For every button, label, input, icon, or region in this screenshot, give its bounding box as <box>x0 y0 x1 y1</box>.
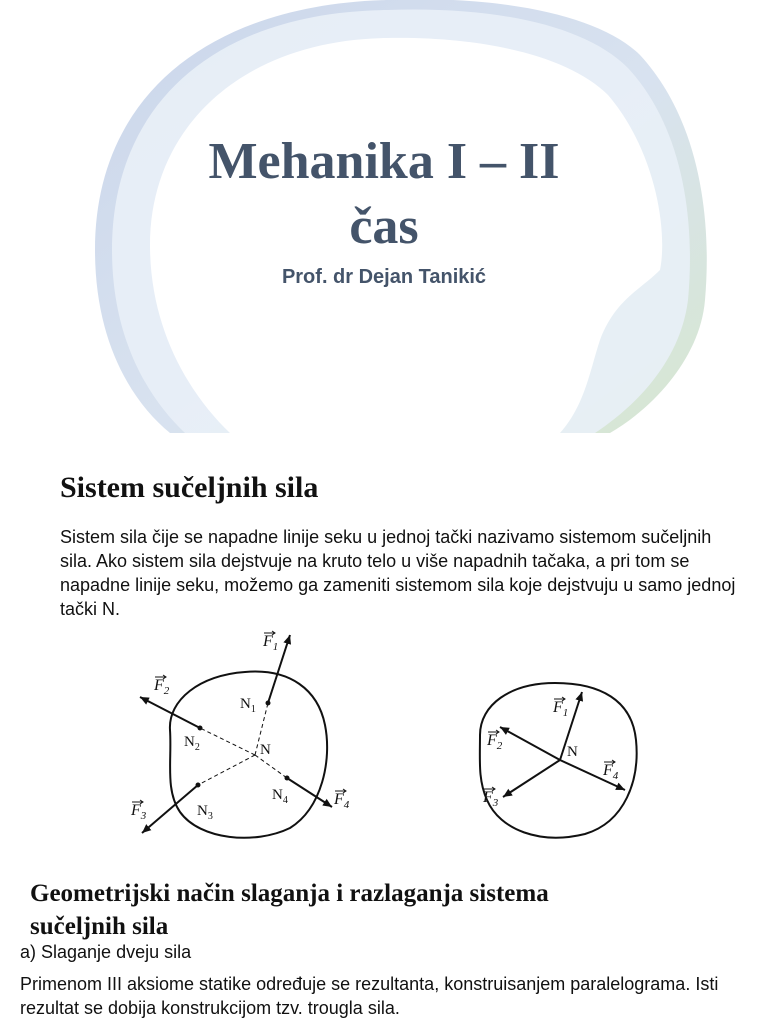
section3-subheading: a) Slaganje dveju sila <box>20 942 192 962</box>
section-paragraph: Sistem sila čije se napadne linije seku u jednoj tački nazivamo sistemom sučeljnih sila. Ako sistem sila dejstvuje na kruto telo u više napadnih tačaka, a pri tom se napadne linije seku, možemo ga zameniti sistemom sila koje dejstvuju u samo jednoj tački N. <box>60 527 736 619</box>
figure-multiple-points <box>120 625 370 845</box>
section3-paragraph: Primenom III aksiome statike određuje se rezultanta, konstruisanjem paralelograma. Isti rezultat se dobija konstrukcijom tzv. trougla sila. <box>20 974 719 1018</box>
point-n2 <box>198 726 203 731</box>
point-n1 <box>266 701 271 706</box>
force-arrow-3 <box>142 785 198 833</box>
section-heading: Sistem sučeljnih sila <box>60 471 319 504</box>
force-label-3: $F_3$ <box>131 802 147 822</box>
section3-heading-line2: sučeljnih sila <box>30 913 169 940</box>
point-n3 <box>196 783 201 788</box>
center-label-right-n: N <box>567 744 578 760</box>
force-label-right-4: $F_4$ <box>603 762 619 782</box>
force-arrow-right-3 <box>503 760 560 797</box>
slide-title-line2: čas <box>349 198 419 255</box>
slide-subtitle: Prof. dr Dejan Tanikić <box>281 266 487 288</box>
dashed-line-3 <box>198 755 255 785</box>
center-label-n: N <box>260 742 271 758</box>
title-slide <box>0 0 768 433</box>
point-label-n4: $N_4$ <box>272 787 288 806</box>
point-label-n1: $N_1$ <box>240 696 256 715</box>
force-label-right-3: $F_3$ <box>483 789 499 809</box>
figure-single-point <box>465 675 650 845</box>
dashed-line-2 <box>200 728 255 755</box>
force-label-right-1: $F_1$ <box>553 699 569 719</box>
slide-title-line1: Mehanika I – II <box>208 133 560 190</box>
force-arrow-right-2 <box>500 727 560 760</box>
dashed-line-4 <box>255 755 287 778</box>
point-label-n2: $N_2$ <box>184 734 200 753</box>
force-label-1: $F_1$ <box>263 633 279 653</box>
section3-heading-line1: Geometrijski način slaganja i razlaganja sistema <box>30 880 549 907</box>
point-n4 <box>285 776 290 781</box>
force-label-right-2: $F_2$ <box>487 732 503 752</box>
point-label-n3: $N_3$ <box>197 803 213 822</box>
force-label-2: $F_2$ <box>154 677 170 697</box>
force-arrow-4 <box>287 778 332 807</box>
force-label-4: $F_4$ <box>334 791 350 811</box>
